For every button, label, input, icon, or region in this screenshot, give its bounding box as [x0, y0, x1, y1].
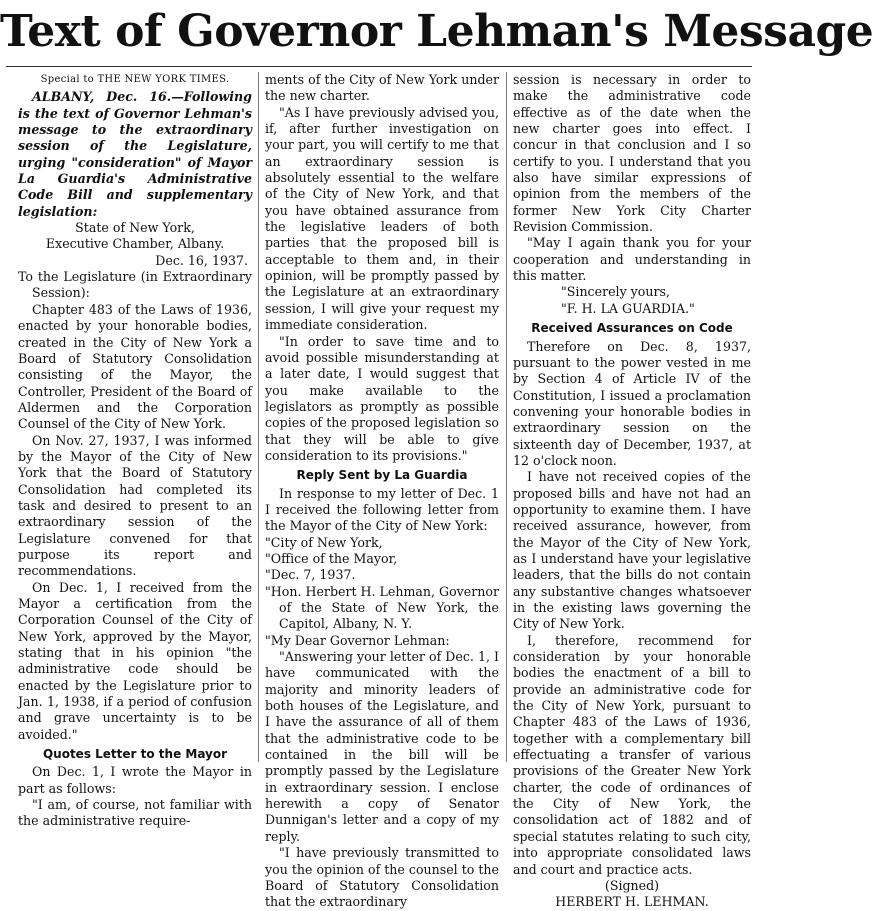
- paragraph: "I have previously transmitted to you the opinion of the counsel to the Board of Statutory Consolidation that the extraordinary: [265, 845, 499, 910]
- lead-paragraph: ALBANY, Dec. 16.—Following is the text of Governor Lehman's message to the extraordinary session of the Legislature, urging "consideration" of Mayor La Guardia's Administrative Code Bill and supplementary legislation:: [18, 89, 252, 219]
- column-divider: [506, 72, 507, 762]
- paragraph: "Answering your letter of Dec. 1, I have communicated with the majority and minority leaders of both houses of the Legislature, and I have the assurance of all of them that the administrative code to be contained in the bill will be promptly passed by the Legislature in extraordinary session. I enclose herewith a copy of Senator Dunnigan's letter and a copy of my reply.: [265, 649, 499, 844]
- paragraph: I have not received copies of the proposed bills and have not had an opportunity to examine them. I have received assurance, however, from the Mayor of the City of New York, as I understand have your legislative leaders, that the bills do not contain any substantive changes whatsoever in the existing laws governing the City of New York.: [513, 469, 751, 632]
- paragraph: "May I again thank you for your cooperation and understanding in this matter.: [513, 235, 751, 284]
- letter-addressee: "Hon. Herbert H. Lehman, Governor of the State of New York, the Capitol, Albany, N. Y.: [265, 583, 499, 632]
- column-2: [265, 72, 499, 910]
- paragraph: In response to my letter of Dec. 1 I received the following letter from the Mayor of the City of New York:: [265, 485, 499, 534]
- paragraph: Therefore on Dec. 8, 1937, pursuant to the power vested in me by Section 4 of Article IV of the Constitution, I issued a proclamation convening your honorable bodies in extraordinary session on the sixteenth day of December, 1937, at 12 o'clock noon.: [513, 338, 751, 468]
- letter-heading-line: "Office of the Mayor,: [265, 550, 398, 566]
- letter-heading-line: "Dec. 7, 1937.: [265, 567, 356, 583]
- paragraph: "In order to save time and to avoid possible misunderstanding at a later date, I would suggest that you make available to the legislators as promptly as possible copies of the proposed legislation so that they will be able to give consideration to its provisions.": [265, 333, 499, 463]
- headline-rule: [6, 66, 752, 67]
- letter-heading-line: "City of New York,: [265, 534, 383, 550]
- letter-closing: "Sincerely yours,: [561, 284, 670, 300]
- headline: Text of Governor Lehman's Message: [0, 6, 873, 57]
- paragraph: "As I have previously advised you, if, after further investigation on your part, you will certify to me that an extraordinary session is absolutely essential to the welfare of the City of New York, and that you have obtained assurance from the legislative leaders of both parties that the proposed bill is acceptable to them and, in their opinion, will be promptly passed by the Legislature at an extraordinary session, I will give your request my immediate consideration.: [265, 104, 499, 333]
- address-line: State of New York,: [75, 220, 195, 236]
- subheading: Received Assurances on Code: [531, 321, 733, 336]
- column-3: [513, 72, 751, 910]
- paragraph: ments of the City of New York under the new charter.: [265, 72, 499, 104]
- letter-salutation: "My Dear Governor Lehman:: [265, 632, 450, 648]
- signer-name: HERBERT H. LEHMAN.: [555, 894, 709, 910]
- paragraph: I, therefore, recommend for consideration by your honorable bodies the enactment of a bill to provide an administrative code for the City of New York, pursuant to Chapter 483 of the Laws of 1936, together with a complementary bill effectuating a transfer of various provisions of the Greater New York charter, the code of ordinances of the City of New York, the consolidation act of 1882 and of special statutes relating to such city, into appropriate consolidated laws and court and practice acts.: [513, 632, 751, 877]
- column-1: [18, 72, 252, 829]
- paragraph: On Dec. 1, I wrote the Mayor in part as follows:: [18, 764, 252, 796]
- letter-date: Dec. 16, 1937.: [155, 252, 248, 268]
- subheading: Reply Sent by La Guardia: [296, 468, 468, 483]
- subheading: Quotes Letter to the Mayor: [42, 747, 228, 762]
- address-line: Executive Chamber, Albany.: [45, 236, 225, 252]
- dateline-credit: Special to THE NEW YORK TIMES.: [40, 74, 230, 85]
- letter-signature: "F. H. LA GUARDIA.": [561, 300, 695, 316]
- paragraph: On Nov. 27, 1937, I was informed by the Mayor of the City of New York that the Board of Statutory Consolidation had completed its task and desired to present to an extraordinary session of the Legislature convened for that purpose its report and recommendations.: [18, 432, 252, 579]
- paragraph: Chapter 483 of the Laws of 1936, enacted by your honorable bodies, created in the City of New York a Board of Statutory Consolidation consisting of the Mayor, the Controller, President of the Board of Aldermen and the Corporation Counsel of the City of New York.: [18, 301, 252, 432]
- signed-note: (Signed): [604, 877, 660, 893]
- paragraph: session is necessary in order to make the administrative code effective as of the date when the new charter goes into effect. I concur in that conclusion and I so certify to you. I understand that you also have similar expressions of opinion from the members of the former New York City Charter Revision Commission.: [513, 72, 751, 235]
- column-divider: [258, 72, 259, 762]
- salutation: To the Legislature (in Extraordinary Session):: [18, 269, 252, 301]
- paragraph: "I am, of course, not familiar with the administrative require-: [18, 797, 252, 829]
- paragraph: On Dec. 1, I received from the Mayor a certification from the Corporation Counsel of the City of New York, approved by the Mayor, stating that in his opinion "the administrative code should be enacted by the Legislature prior to Jan. 1, 1938, if a period of confusion and grave uncertainty is to be avoided.": [18, 579, 252, 742]
